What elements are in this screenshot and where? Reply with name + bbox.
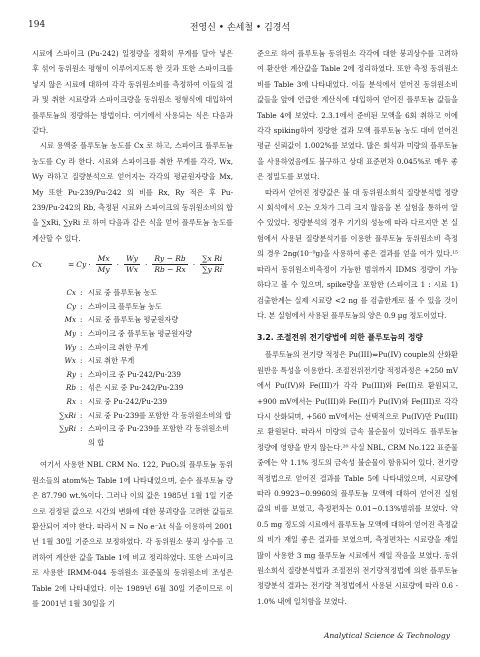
eq-frac-sum: $\frac{\text{∑x Ri}}{\text{∑y Ri}}$	[202, 253, 223, 274]
definition-row: Rx : 시료 중 Pu-242/Pu-239	[66, 397, 168, 407]
definition-row: Rb : 섞은 시료 중 Pu-242/Pu-239	[65, 383, 184, 393]
page-number: 194	[28, 20, 46, 30]
eq-lhs: Cx	[32, 259, 42, 269]
definition-row: Wy : 스파이크 취한 무게	[64, 342, 149, 352]
definition-row: My : 스파이크 중 플루토늄 평균원자량	[64, 329, 193, 339]
idms-equation	[32, 248, 233, 280]
definition-row: Wx : 시료 취한 무게	[64, 356, 135, 366]
definition-row: ∑yRi : 스파이크 중 Pu-239를 포함한 각 동위원소비의 합	[59, 424, 230, 447]
section-heading: 3.2. 조절전위 전기량법에 의한 플루토늄의 정량	[257, 333, 423, 343]
left-column	[32, 46, 233, 611]
definition-row: ∑xRi : 시료 중 Pu-239를 포함한 각 동위원소비의 합	[59, 410, 232, 420]
running-authors: 전영신 • 손세철 • 김경석	[189, 23, 291, 33]
eq-frac-r: $\frac{Ry - Rb}{Rb - Rx}$	[154, 253, 186, 274]
symbol-definitions	[32, 286, 233, 449]
definition-row: Cy : 스파이크 플루토늄 농도	[66, 301, 163, 311]
journal-footer: Analytical Science & Technology	[323, 631, 450, 640]
paragraph: 여기서 사용한 NBL CRM No. 122, PuO₂의 플루토늄 동위원소들의 atom%는 Table 1에 나타내었으며, 순수 플루토늄 량은 87.790 wt.%이다. 그러나 이의 값은 1985년 1월 1일 기준으로 검정된 값으로 시간의 변화에 대한 붕괴량을 고려한 값들로 환산되어 져야 한다. 따라서 N = No e⁻λt 식을 이용하여 2001년 1월 30일 기준으로 보정하였다. 각 동위원소 붕괴 상수를 고려하여 계산한 값을 Table 1에 비교 정리하였다. 또한 스파이크로 사용한 IRMM-044 동위원소 표준물의 동위원소비 조성은 Table 2에 나타내었다. 이는 1989년 6월 30일 기준이므로 이를 2001년 1월 30일을 기	[32, 460, 233, 609]
paragraph: 시료에 스파이크 (Pu-242) 일정량을 정확히 무게를 달아 넣은 후 섞어 동위원소 평형이 이루어지도록 한 것과 또한 스파이크를 넣지 않은 시료에 대하여 각각 동위원소비를 측정하여 이들의 결과 및 취한 시료량과 스파이크량을 동위원소 평형식에 대입하여 플루토늄의 정량하는 방법이다. 여기에서 사용되는 식은 다음과 같다.	[32, 49, 233, 136]
paragraph: 준으로 하여 플루토늄 동위원소 각각에 대한 붕괴상수를 고려하여 환산한 계산값을 Table 2에 정리하였다. 또한 측정 동위원소비를 Table 3에 나타내었다. 이들 분석에서 얻어진 동위원소비 값들을 앞에 언급한 계산식에 대입하여 얻어진 플루토늄 값들을 Table 4에 보였다. 2.3.1에서 준비된 모액을 6회 취하고 이에 각각 spiking하여 정량한 결과 모액 플루토늄 농도 대비 얻어진 평균 신뢰값이 1.002%를 보였다. 많은 회석과 미량의 플루토늄을 사용하였음에도 불구하고 상대 표준편차 0.045%로 매우 좋은 정밀도를 보였다.	[257, 49, 458, 182]
eq-frac-w: $\frac{Wy}{Wx}$	[125, 253, 138, 274]
definition-row: Ry : 스파이크 중 Pu-242/Pu-239	[66, 369, 181, 379]
paragraph: 플루토늄의 전기량 적정은 Pu(III)⇔Pu(IV) couple의 산화환원반응 특성을 이용한다. 조절전위전기량 적정과정은 +250 mV에서 Pu(IV)와 Fe(III)가 각각 Pu(III)와 Fe(II)로 환원되고, +900 mV에서는 Pu(III)와 Fe(II)가 Pu(IV)와 Fe(III)로 각각 다시 산화되며, +560 mV에서는 선택적으로 Pu(IV)만 Pu(III)로 환원된다. 따라서 미량의 금속 불순물이 있더라도 플루토늄 정량에 영향을 받지 않는다.²⁰ 사실 NBL, CRM No.122 표준물 중에는 약 1.1% 정도의 금속성 불순물이 함유되어 있다. 전기량 적정법으로 얻어진 결과를 Table 5에 나타내었으며, 시료량에 따라 0.9923~0.9960의 플루토늄 모액에 대하여 얻어진 실험값의 비를 보였고, 측정편차는 0.01~0.13%범위를 보였다. 약 0.5 mg 정도의 시료에서 플루토늄 모액에 대하여 얻어진 측정값의 비가 재일 좋은 결과를 보였으며, 측정편차는 시료량을 재일 많이 사용한 3 mg 플루토늄 시료에서 재일 작음을 보였다. 동위원소희석 질량분석법과 조절전위 전기량적정법에 의한 플루토늄 정량분석 결과는 전기량 적정법에서 사용된 시료량에 따라 0.6 - 1.0% 내에 일치함을 보였다.	[257, 350, 458, 606]
eq-equals: =	[68, 259, 75, 269]
eq-dot: ·	[88, 259, 91, 269]
eq-cy: Cy	[76, 259, 87, 269]
eq-dot: ·	[116, 259, 119, 269]
definition-row: Mx : 시료 중 플루토늄 평균원자량	[64, 315, 179, 325]
paragraph: 따라서 얻어진 정량값은 불 대 동위원소희석 질량분석법 정량시 회석에서 오는 오차가 그리 크지 않음을 본 실험을 통하여 알 수 있었다. 정량분석의 경우 기기의 성능에 따라 다르지만 본 실험에서 사용된 질량분석기를 이용한 플루토늄 동위원소비 측정의 경우 2ng(10⁻⁹g)을 사용하여 좋은 결과를 얻을 여가 있다.¹⁵ 따라서 동위원소비측정이 가능한 범위까지 IDMS 정량이 가능하다고 볼 수 있으며, spike량을 포함한 (스파이크 1 : 시료 1) 검출한계는 실제 시료량 <2 ng 를 검출한계로 볼 수 있을 것이다. 본 실험에서 사용된 플루토늄의 양은 0.9 µg 정도이었다.	[257, 187, 458, 320]
eq-frac-m: $\frac{Mx}{My}$	[97, 253, 110, 274]
eq-dot: ·	[144, 259, 148, 269]
definition-row: Cx : 시료 중 플루토늄 농도	[66, 288, 158, 298]
eq-dot: ·	[192, 259, 196, 269]
paragraph: 시료 용액중 플루토늄 농도를 Cx 로 하고, 스파이크 플루토늄 농도를 Cy 라 한다. 시료와 스파이크를 취한 무게를 각각, Wx, Wy 라하고 질량분석으로 얻어지는 각각의 평균원자량을 Mx, My 또한 Pu-239/Pu-242 의 비를 Rx, Ry 적은 후 Pu-239/Pu-242의 Rb, 측정된 시료와 스파이크의 동위원소비의 합을 ∑xRi, ∑yRi 로 하여 다음과 같은 식을 얻어 플루토늄 농도를 계산할 수 있다.	[32, 141, 233, 243]
right-column	[257, 46, 458, 609]
page-header	[28, 20, 452, 34]
